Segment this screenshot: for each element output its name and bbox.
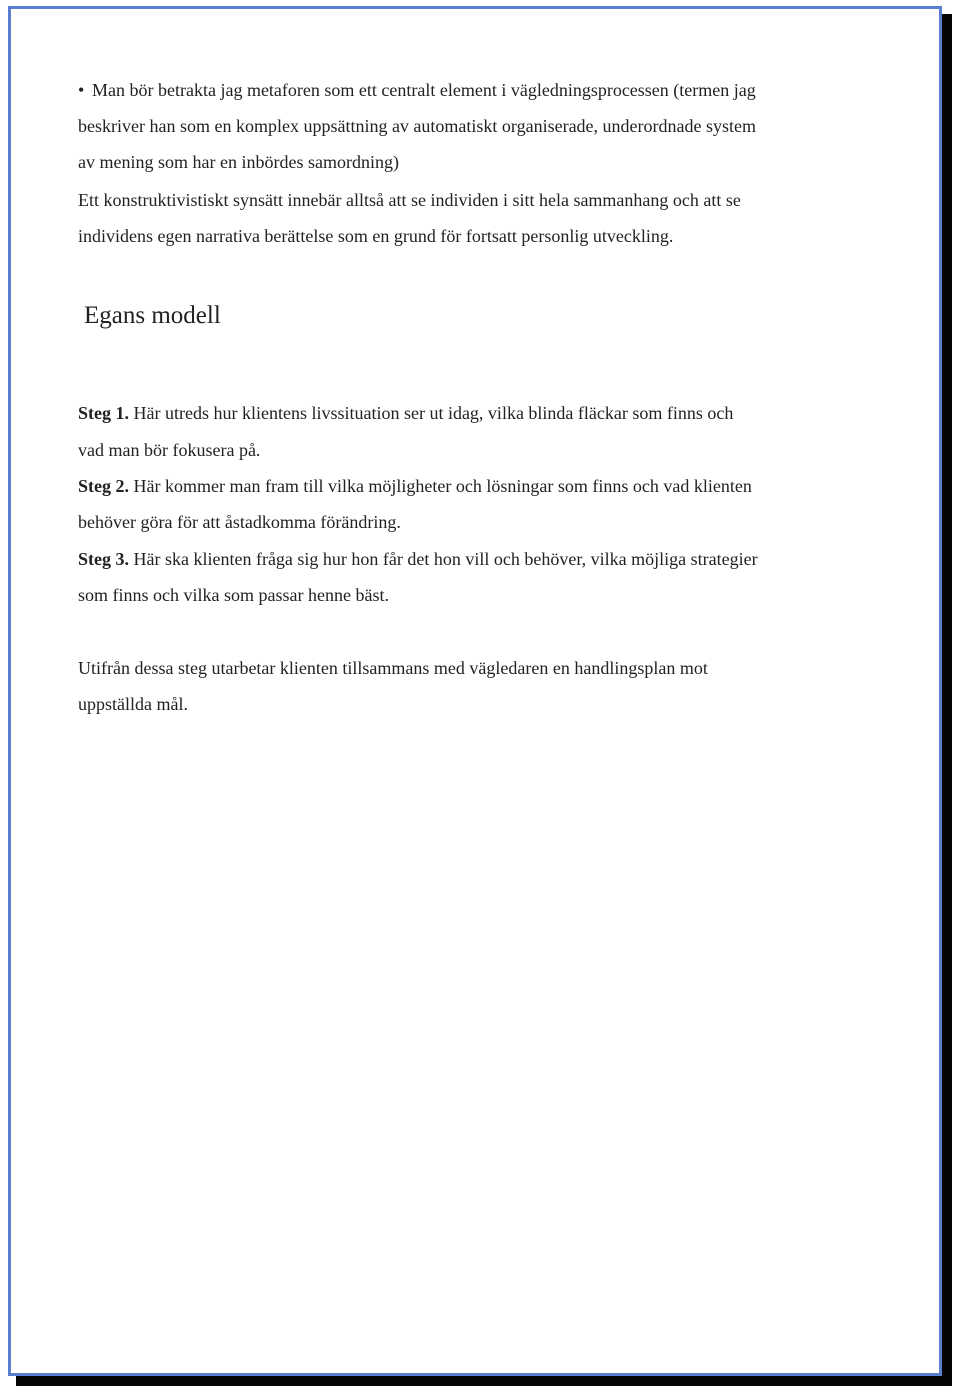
bullet-line-2: beskriver han som en komplex uppsättning av automatiskt organiserade, underordnade system	[78, 116, 757, 136]
step-3-line-2: som finns och vilka som passar henne bäst.	[78, 585, 389, 605]
step-1-line-1	[78, 395, 733, 431]
bullet-icon: •	[78, 80, 85, 100]
step-1-text: Här utreds hur klientens livssituation ser ut idag, vilka blinda fläckar som finns och	[129, 403, 734, 423]
step-3-text: Här ska klienten fråga sig hur hon får det hon vill och behöver, vilka möjliga strategier	[129, 549, 758, 569]
page-shadow-right	[942, 14, 952, 1384]
step-1-label: Steg 1.	[78, 403, 129, 423]
step-2-label: Steg 2.	[78, 476, 129, 496]
paragraph-line-2: individens egen narrativa berättelse som en grund för fortsatt personlig utveckling.	[78, 226, 674, 246]
step-2-line-1	[78, 468, 752, 504]
bullet-line-1	[78, 72, 756, 108]
section-heading: Egans modell	[84, 302, 221, 329]
bullet-line-3: av mening som har en inbördes samordning)	[78, 152, 399, 172]
step-2-text: Här kommer man fram till vilka möjligheter och lösningar som finns och vad klienten	[129, 476, 752, 496]
step-1-line-2: vad man bör fokusera på.	[78, 440, 261, 460]
step-3-label: Steg 3.	[78, 549, 129, 569]
page-shadow-bottom	[16, 1376, 952, 1386]
conclusion-line-1: Utifrån dessa steg utarbetar klienten tillsammans med vägledaren en handlingsplan mot	[78, 658, 708, 678]
step-2-line-2: behöver göra för att åstadkomma förändring.	[78, 512, 401, 532]
bullet-text: Man bör betrakta jag metaforen som ett centralt element i vägledningsprocessen (termen jag	[92, 80, 756, 100]
conclusion-line-2: uppställda mål.	[78, 694, 188, 714]
paragraph-line-1: Ett konstruktivistiskt synsätt innebär alltså att se individen i sitt hela sammanhang och att se	[78, 190, 741, 210]
step-3-line-1	[78, 541, 758, 577]
